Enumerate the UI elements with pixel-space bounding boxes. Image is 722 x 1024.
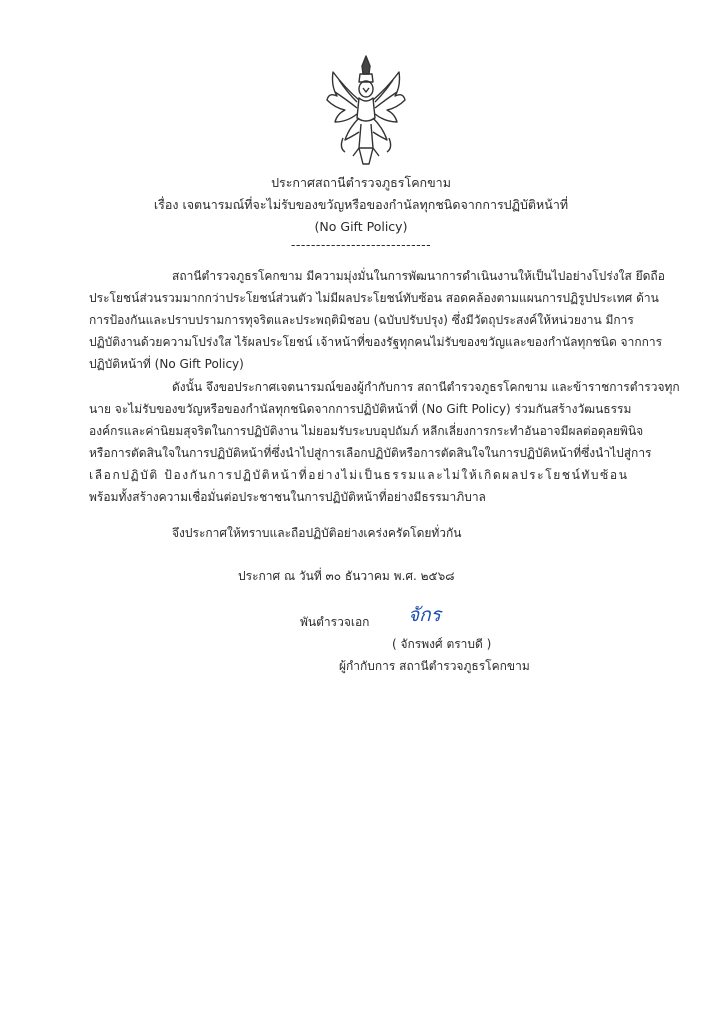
body-line: หรือการตัดสินใจในการปฏิบัติหน้าที่ซึ่งนำไปสู่การเลือกปฏิบัติหรือการตัดสินใจในการปฏิบัติหน้าที่ซึ่งนำไปสู่การ xyxy=(89,446,652,460)
body-line: พร้อมทั้งสร้างความเชื่อมั่นต่อประชาชนในการปฏิบัติหน้าที่อย่างมีธรรมาภิบาล xyxy=(89,490,486,504)
body-line: ปฏิบัติงานด้วยความโปร่งใส ไร้ผลประโยชน์ เจ้าหน้าที่ของรัฐทุกคนไม่รับของขวัญและของกำนัลทุกชนิด จากการ xyxy=(89,335,663,349)
body-line: องค์กรและค่านิยมสุจริตในการปฏิบัติงาน ไม่ยอมรับระบบอุปถัมภ์ หลีกเลี่ยงการกระทำอันอาจมีผลต่อดุลยพินิจ xyxy=(89,424,644,438)
closing-line: จึงประกาศให้ทราบและถือปฏิบัติอย่างเคร่งครัดโดยทั่วกัน xyxy=(172,526,462,540)
date-line: ประกาศ ณ วันที่ ๓๐ ธันวาคม พ.ศ. ๒๕๖๘ xyxy=(238,569,455,583)
body-line: ดังนั้น จึงขอประกาศเจตนารมณ์ของผู้กำกับการ สถานีตำรวจภูธรโคกขาม และข้าราชการตำรวจทุก xyxy=(172,380,680,394)
body-line: ปฏิบัติหน้าที่ (No Gift Policy) xyxy=(89,357,244,371)
garuda-emblem-icon xyxy=(323,52,409,168)
policy-label: (No Gift Policy) xyxy=(314,219,408,234)
body-line: นาย จะไม่รับของขวัญหรือของกำนัลทุกชนิดจากการปฏิบัติหน้าที่ (No Gift Policy) ร่วมกันสร้างวัฒนธรรม xyxy=(89,402,632,416)
signature-mark: จักร xyxy=(408,604,441,626)
announcement-subject: เรื่อง เจตนารมณ์ที่จะไม่รับของขวัญหรือของกำนัลทุกชนิดจากการปฏิบัติหน้าที่ xyxy=(153,197,569,212)
body-line: เลือกปฏิบัติ ป้องกันการปฏิบัติหน้าที่อย่างไม่เป็นธรรมและไม่ให้เกิดผลประโยชน์ทับซ้อน xyxy=(89,468,629,482)
signatory-rank: พันตำรวจเอก xyxy=(300,615,370,629)
signatory-name: ( จักรพงศ์ ตราบดี ) xyxy=(392,637,492,651)
signatory-position: ผู้กำกับการ สถานีตำรวจภูธรโคกขาม xyxy=(339,659,530,673)
body-line: สถานีตำรวจภูธรโคกขาม มีความมุ่งมั่นในการพัฒนาการดำเนินงานให้เป็นไปอย่างโปร่งใส ยึดถือ xyxy=(172,269,665,283)
body-line: ประโยชน์ส่วนรวมมากกว่าประโยชน์ส่วนตัว ไม่มีผลประโยชน์ทับซ้อน สอดคล้องตามแผนการปฏิรูปประเทศ ด้าน xyxy=(89,291,659,305)
body-line: การป้องกันและปราบปรามการทุจริตและประพฤติมิชอบ (ฉบับปรับปรุง) ซึ่งมีวัตถุประสงค์ให้หน่วยงาน มีการ xyxy=(89,313,634,327)
announcement-title: ประกาศสถานีตำรวจภูธรโคกขาม xyxy=(271,175,451,190)
divider: ---------------------------- xyxy=(290,237,432,252)
